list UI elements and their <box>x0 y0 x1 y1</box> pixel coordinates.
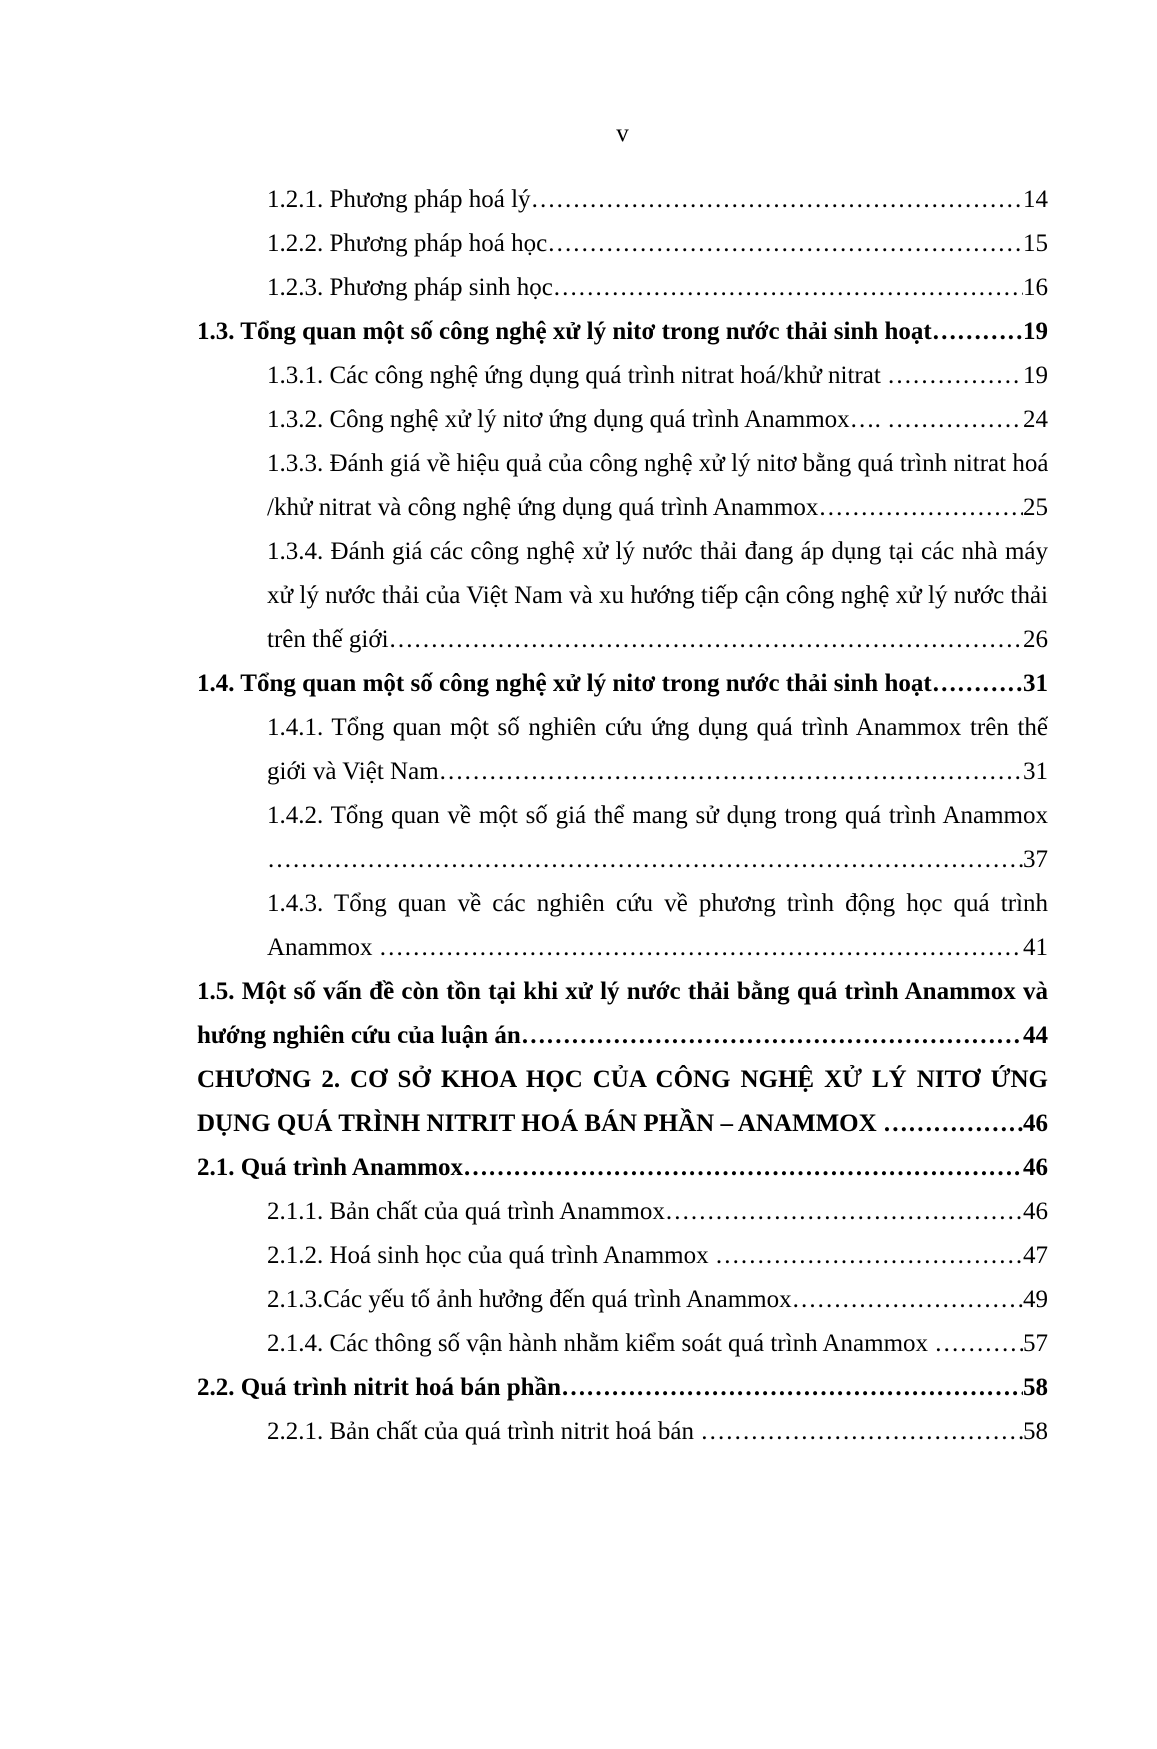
toc-entry-1-2-2 <box>267 222 1048 266</box>
toc-line-text: 1.3.4. Đánh giá các công nghệ xử lý nước thải đang áp dụng tại các nhà máy <box>267 538 1048 565</box>
toc-entry-1-3-2 <box>267 398 1048 442</box>
toc-entry-2-1-4 <box>267 1322 1048 1366</box>
toc-entry-2-1-3 <box>267 1278 1048 1322</box>
toc-entry-1-2-3 <box>267 266 1048 310</box>
toc-entry-1-3-4 <box>267 530 1048 662</box>
toc-leader-dots <box>665 1190 1023 1234</box>
toc-line-text: 1.4. Tổng quan một số công nghệ xử lý nitơ trong nước thải sinh hoạt <box>197 670 932 697</box>
toc-leader-dots <box>531 178 1023 222</box>
toc-line <box>197 1014 1048 1058</box>
toc-line-text: /khử nitrat và công nghệ ứng dụng quá trình Anammox <box>267 494 819 521</box>
toc-line-text: 1.4.3. Tổng quan về các nghiên cứu về phương trình động học quá trình <box>267 890 1048 917</box>
toc-line <box>267 618 1048 662</box>
toc-entry-1-2-1 <box>267 178 1048 222</box>
toc-leader-dots <box>792 1278 1023 1322</box>
toc-line-text: trên thế giới <box>267 626 389 653</box>
toc-line-text: 2.2. Quá trình nitrit hoá bán phần <box>197 1374 561 1401</box>
toc-line-text: 1.3. Tổng quan một số công nghệ xử lý nitơ trong nước thải sinh hoạt <box>197 318 932 345</box>
toc-line-text: 1.4.2. Tổng quan về một số giá thể mang sử dụng trong quá trình Anammox <box>267 802 1048 829</box>
toc-line <box>267 838 1048 882</box>
toc-page-ref: 15 <box>1023 230 1048 257</box>
toc-entry-1-4 <box>197 662 1048 706</box>
toc-leader-dots <box>932 662 1023 706</box>
toc-leader-dots <box>934 1322 1023 1366</box>
toc-entry-2-1-1 <box>267 1190 1048 1234</box>
toc-leader-dots <box>463 1146 1023 1190</box>
toc-leader-dots <box>715 1234 1023 1278</box>
toc-page-ref: 46 <box>1023 1198 1048 1225</box>
toc-page-ref: 25 <box>1023 494 1048 521</box>
toc-line-text: hướng nghiên cứu của luận án <box>197 1022 521 1049</box>
toc-page-ref: 37 <box>1023 846 1048 873</box>
toc-leader-dots <box>389 618 1023 662</box>
toc-leader-dots <box>267 838 1023 882</box>
toc-line <box>197 662 1048 706</box>
toc-entry-chuong-2 <box>197 1058 1048 1146</box>
toc-leader-dots <box>521 1014 1023 1058</box>
toc-line <box>267 398 1048 442</box>
toc-line-text: 1.2.3. Phương pháp sinh học <box>267 274 553 301</box>
toc-line <box>267 1410 1048 1454</box>
toc-line-text: 1.3.3. Đánh giá về hiệu quả của công nghệ xử lý nitơ bằng quá trình nitrat hoá <box>267 450 1048 477</box>
toc-line-text: 2.1.3.Các yếu tố ảnh hưởng đến quá trình Anammox <box>267 1286 792 1313</box>
toc-entry-1-4-2 <box>267 794 1048 882</box>
document-page <box>0 112 1157 1454</box>
toc-page-ref: 46 <box>1023 1110 1048 1137</box>
toc-page-ref: 19 <box>1023 362 1048 389</box>
toc-line-text: 2.2.1. Bản chất của quá trình nitrit hoá bán <box>267 1418 701 1445</box>
toc-line <box>267 266 1048 310</box>
toc-leader-dots <box>547 222 1023 266</box>
toc-page-ref: 49 <box>1023 1286 1048 1313</box>
toc-page-ref: 58 <box>1023 1374 1048 1401</box>
toc-line-text: 2.1.2. Hoá sinh học của quá trình Anammox <box>267 1242 715 1269</box>
toc-page-ref: 19 <box>1023 318 1048 345</box>
toc-line <box>267 178 1048 222</box>
toc-leader-dots <box>553 266 1023 310</box>
toc-leader-dots <box>561 1366 1023 1410</box>
toc-page-ref: 31 <box>1023 758 1048 785</box>
toc-line-text: 1.2.2. Phương pháp hoá học <box>267 230 548 257</box>
toc-line <box>267 926 1048 970</box>
toc-line-text: 1.3.1. Các công nghệ ứng dụng quá trình nitrat hoá/khử nitrat <box>267 362 888 389</box>
toc-leader-dots <box>887 354 1023 398</box>
toc-entry-1-3 <box>197 310 1048 354</box>
toc-page-ref: 41 <box>1023 934 1048 961</box>
toc-page-ref: 44 <box>1023 1022 1048 1049</box>
toc-page-ref: 46 <box>1023 1154 1048 1181</box>
toc-line-text: xử lý nước thải của Việt Nam và xu hướng tiếp cận công nghệ xử lý nước thải <box>267 582 1048 609</box>
toc-line <box>267 354 1048 398</box>
toc-line <box>267 1190 1048 1234</box>
toc-line-text: 2.1.4. Các thông số vận hành nhằm kiểm soát quá trình Anammox <box>267 1330 935 1357</box>
toc-entry-2-1 <box>197 1146 1048 1190</box>
toc-page-ref: 31 <box>1023 670 1048 697</box>
toc-line <box>267 486 1048 530</box>
toc-page-ref: 14 <box>1023 186 1048 213</box>
toc-line-text: DỤNG QUÁ TRÌNH NITRIT HOÁ BÁN PHẦN – ANAMMOX <box>197 1110 883 1137</box>
toc-line-text: 2.1.1. Bản chất của quá trình Anammox <box>267 1198 665 1225</box>
toc-line <box>267 1234 1048 1278</box>
toc-line <box>267 222 1048 266</box>
toc-page-ref: 58 <box>1023 1418 1048 1445</box>
toc-page-ref: 24 <box>1023 406 1048 433</box>
toc-line-text: 1.2.1. Phương pháp hoá lý <box>267 186 531 213</box>
toc-entry-2-2 <box>197 1366 1048 1410</box>
toc-entry-1-3-3 <box>267 442 1048 530</box>
toc-line <box>267 1322 1048 1366</box>
toc-line-text: 1.3.2. Công nghệ xử lý nitơ ứng dụng quá trình Anammox…. <box>267 406 888 433</box>
toc-leader-dots <box>379 926 1023 970</box>
toc-page-ref: 47 <box>1023 1242 1048 1269</box>
toc-line <box>197 310 1048 354</box>
toc-leader-dots <box>887 398 1023 442</box>
toc-leader-dots <box>439 750 1023 794</box>
toc-entry-1-4-3 <box>267 882 1048 970</box>
toc-page-ref: 57 <box>1023 1330 1048 1357</box>
toc-entry-1-4-1 <box>267 706 1048 794</box>
toc-line-text: giới và Việt Nam <box>267 758 439 785</box>
toc-entry-2-1-2 <box>267 1234 1048 1278</box>
toc-line-text: Anammox <box>267 934 379 961</box>
toc-leader-dots <box>883 1102 1023 1146</box>
toc-line <box>267 750 1048 794</box>
toc-page-ref: 16 <box>1023 274 1048 301</box>
toc-page-ref: 26 <box>1023 626 1048 653</box>
toc-line-text: 1.5. Một số vấn đề còn tồn tại khi xử lý nước thải bằng quá trình Anammox và <box>197 978 1048 1005</box>
toc-line-text: CHƯƠNG 2. CƠ SỞ KHOA HỌC CỦA CÔNG NGHỆ XỬ LÝ NITƠ ỨNG <box>197 1066 1048 1093</box>
page-number: v <box>616 120 629 147</box>
toc-entry-1-3-1 <box>267 354 1048 398</box>
toc-line <box>197 1146 1048 1190</box>
toc-entry-2-2-1 <box>267 1410 1048 1454</box>
toc-line-text: 2.1. Quá trình Anammox <box>197 1154 464 1181</box>
toc-leader-dots <box>700 1410 1023 1454</box>
toc-line <box>197 1102 1048 1146</box>
toc-line <box>267 1278 1048 1322</box>
toc-line-text: 1.4.1. Tổng quan một số nghiên cứu ứng dụng quá trình Anammox trên thế <box>267 714 1048 741</box>
toc-entry-1-5 <box>197 970 1048 1058</box>
toc-line <box>197 1366 1048 1410</box>
toc-leader-dots <box>932 310 1023 354</box>
toc <box>197 178 1048 1454</box>
toc-leader-dots <box>818 486 1023 530</box>
